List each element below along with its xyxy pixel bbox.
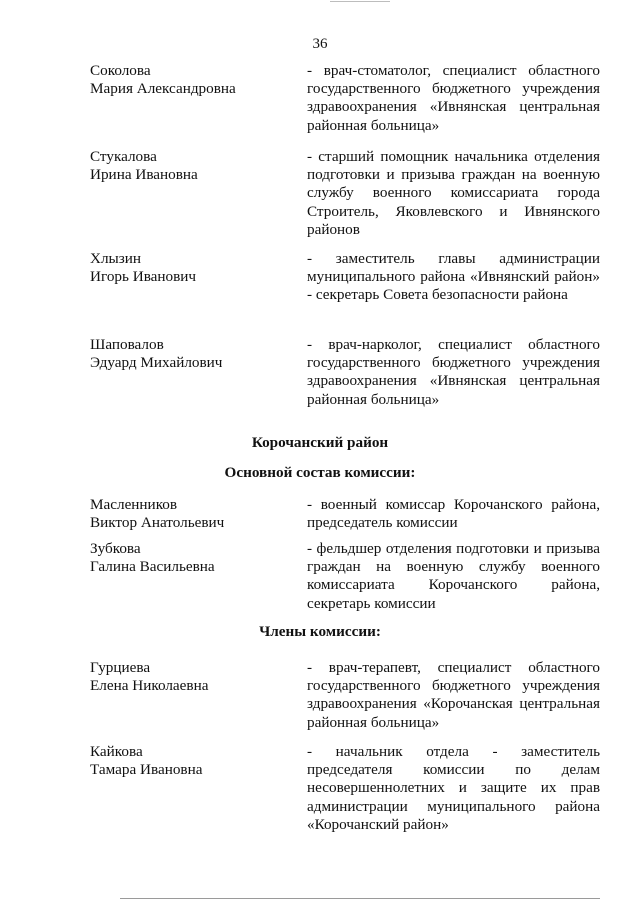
member-last-name: Кайкова (90, 743, 143, 760)
member-role: - фельдшер отделения подготовки и призыва граждан на военную службу военного комиссариата Корочанского района, секретарь комиссии (307, 540, 600, 612)
member-role: - военный комиссар Корочанского района, председатель комиссии (307, 496, 600, 532)
member-last-name: Хлызин (90, 250, 142, 267)
member-last-name: Шаповалов (90, 336, 164, 353)
member-first-name: Елена Николаевна (90, 677, 209, 695)
member-role: - начальник отдела - заместитель председателя комиссии по делам несовершеннолетних и защите их прав администрации муниципального района «Корочанский район» (307, 743, 600, 833)
member-first-name: Мария Александровна (90, 80, 236, 98)
member-role: - старший помощник начальника отделения подготовки и призыва граждан на военную службу военного комиссариата города Строитель, Яковлевского и Ивнянского районов (307, 148, 600, 238)
scan-edge-top (330, 1, 390, 2)
member-first-name: Виктор Анатольевич (90, 514, 225, 532)
member-name (90, 540, 290, 576)
member-first-name: Игорь Иванович (90, 268, 197, 286)
member-name (90, 743, 290, 779)
member-name (90, 250, 290, 286)
scan-edge-bottom (120, 898, 600, 899)
member-last-name: Гурциева (90, 659, 151, 676)
member-name (90, 659, 290, 695)
member-name (90, 148, 290, 184)
district-heading: Корочанский район (251, 434, 389, 451)
member-role: - врач-нарколог, специалист областного государственного бюджетного учреждения здравоохранения «Ивнянская центральная районная больница» (307, 336, 600, 408)
member-name (90, 336, 290, 372)
main-composition-heading: Основной состав комиссии: (224, 464, 416, 481)
member-last-name: Зубкова (90, 540, 141, 557)
member-first-name: Эдуард Михайлович (90, 354, 223, 372)
member-role: - заместитель главы администрации муниципального района «Ивнянский район» - секретарь Совета безопасности района (307, 250, 600, 304)
members-heading: Члены комиссии: (259, 623, 381, 640)
member-role: - врач-терапевт, специалист областного государственного бюджетного учреждения здравоохранения «Корочанская центральная районная больница» (307, 659, 600, 731)
member-last-name: Масленников (90, 496, 178, 513)
page-number: 36 (312, 36, 328, 52)
member-first-name: Тамара Ивановна (90, 761, 203, 779)
member-name (90, 62, 290, 98)
member-last-name: Соколова (90, 62, 151, 79)
member-first-name: Ирина Ивановна (90, 166, 198, 184)
member-last-name: Стукалова (90, 148, 157, 165)
member-role: - врач-стоматолог, специалист областного государственного бюджетного учреждения здравоохранения «Ивнянская центральная районная больница» (307, 62, 600, 134)
member-first-name: Галина Васильевна (90, 558, 215, 576)
member-name (90, 496, 290, 532)
